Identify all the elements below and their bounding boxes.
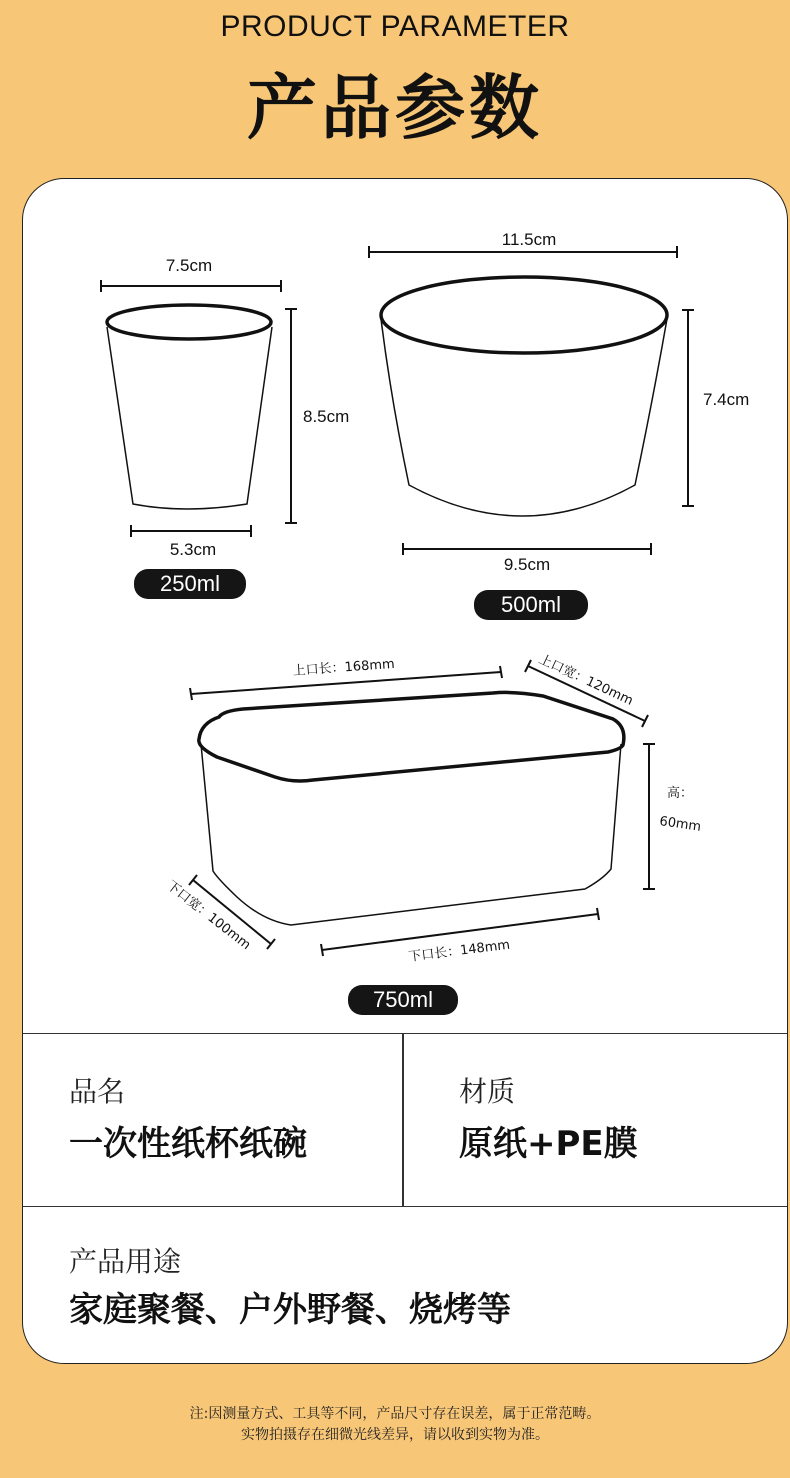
bowl-500-bottom-width-label: 9.5cm [503,555,551,574]
disclaimer-line-2: 实物拍摄存在细微光线差异，请以收到实物为准。 [241,1427,549,1443]
spec-usage-cell [69,1240,511,1331]
product-dimension-diagram [23,179,788,1033]
bowl-500-top-width-label: 11.5cm [501,230,557,249]
spec-material-cell [459,1070,638,1165]
box-750-top-length-label: 上口长：168mm [292,656,396,679]
cup-250-bottom-width-label: 5.3cm [169,540,217,559]
box-750-top-width-label: 上口宽：120mm [536,652,636,709]
cup-250-outline [107,305,272,509]
bowl-500-outline [381,277,667,516]
bowl-500-dimension-lines [369,246,694,555]
capacity-badge-250ml: 250ml [134,569,246,599]
spec-material-value: 原纸+PE膜 [459,1124,638,1164]
product-card [22,178,788,1364]
spec-name-label: 品名 [69,1075,126,1108]
disclaimer-line-1: 注:因测量方式、工具等不同，产品尺寸存在误差，属于正常范畴。 [189,1406,601,1422]
box-750-height-label: 高： [667,786,694,801]
bowl-500-height-label: 7.4cm [703,390,750,409]
cup-250-height-label: 8.5cm [303,407,350,426]
box-750-bottom-length-label: 下口长：148mm [407,937,511,965]
spec-usage-label: 产品用途 [69,1245,182,1278]
box-750-bottom-width-label: 下口宽：100mm [163,878,254,954]
capacity-badge-500ml: 500ml [474,590,588,620]
spec-usage-value: 家庭聚餐、户外野餐、烧烤等 [69,1290,511,1330]
spec-row-name-material [23,1034,788,1207]
spec-name-value: 一次性纸杯纸碗 [69,1124,307,1164]
spec-name-cell [69,1070,307,1165]
title-chinese: 产品参数 [247,67,543,149]
title-english: PRODUCT PARAMETER [220,10,570,43]
spec-table [23,1033,788,1330]
box-750-outline [199,692,624,925]
box-750-dimension-lines [189,660,655,956]
cup-250-top-width-label: 7.5cm [165,256,213,275]
capacity-badge-750ml: 750ml [348,985,458,1015]
box-750-height-value: 60mm [658,814,702,835]
spec-divider [402,1034,404,1206]
spec-material-label: 材质 [459,1075,516,1108]
